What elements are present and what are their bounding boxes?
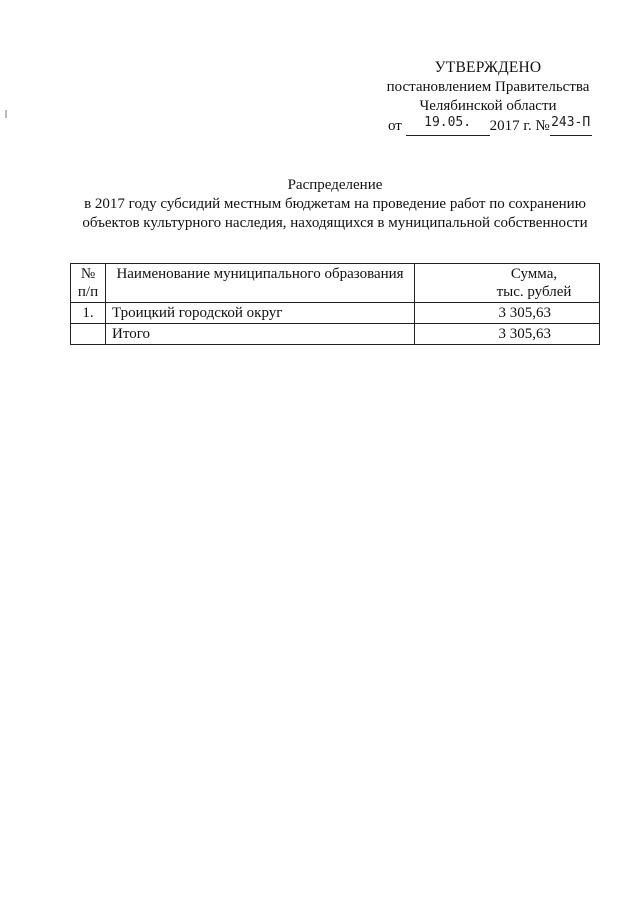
document-subtitle-line-1: в 2017 году субсидий местным бюджетам на проведение работ по сохранению <box>84 196 586 212</box>
document-heading <box>40 176 630 233</box>
total-sum-cell: 3 305,63 <box>415 324 600 345</box>
row-number-cell: 1. <box>71 303 106 324</box>
approval-date-blank <box>406 115 490 136</box>
scan-edge-mark <box>5 110 7 118</box>
table-row-total <box>71 324 600 345</box>
column-header-number <box>71 264 106 303</box>
distribution-table <box>70 263 600 345</box>
approval-number-blank <box>550 115 592 136</box>
row-sum-cell: 3 305,63 <box>415 303 600 324</box>
column-header-sum-line-2: тыс. рублей <box>496 284 572 300</box>
table-row <box>71 303 600 324</box>
document-title: Распределение <box>287 177 383 193</box>
approval-order-line <box>380 117 596 136</box>
approval-from-label: от <box>388 118 402 134</box>
document-subtitle-line-2: объектов культурного наследия, находящихся в муниципальной собственности <box>82 215 588 231</box>
approval-block <box>380 58 596 136</box>
column-header-name: Наименование муниципального образования <box>106 264 415 303</box>
approval-year-label: 2017 г. № <box>489 118 550 134</box>
column-header-number-line-1: № <box>80 266 96 282</box>
total-name-cell: Итого <box>106 324 415 345</box>
approval-title: УТВЕРЖДЕНО <box>434 59 542 76</box>
column-header-sum <box>415 264 600 303</box>
total-number-cell <box>71 324 106 345</box>
approval-line-region: Челябинской области <box>419 98 557 114</box>
row-name-cell: Троицкий городской округ <box>106 303 415 324</box>
table-header-row <box>71 264 600 303</box>
approval-line-government: постановлением Правительства <box>386 79 590 95</box>
column-header-number-line-2: п/п <box>77 284 99 300</box>
approval-date-stamp: 19.05. <box>424 115 472 130</box>
approval-number-stamp: 243-П <box>551 115 591 130</box>
column-header-sum-line-1: Сумма, <box>510 266 558 282</box>
